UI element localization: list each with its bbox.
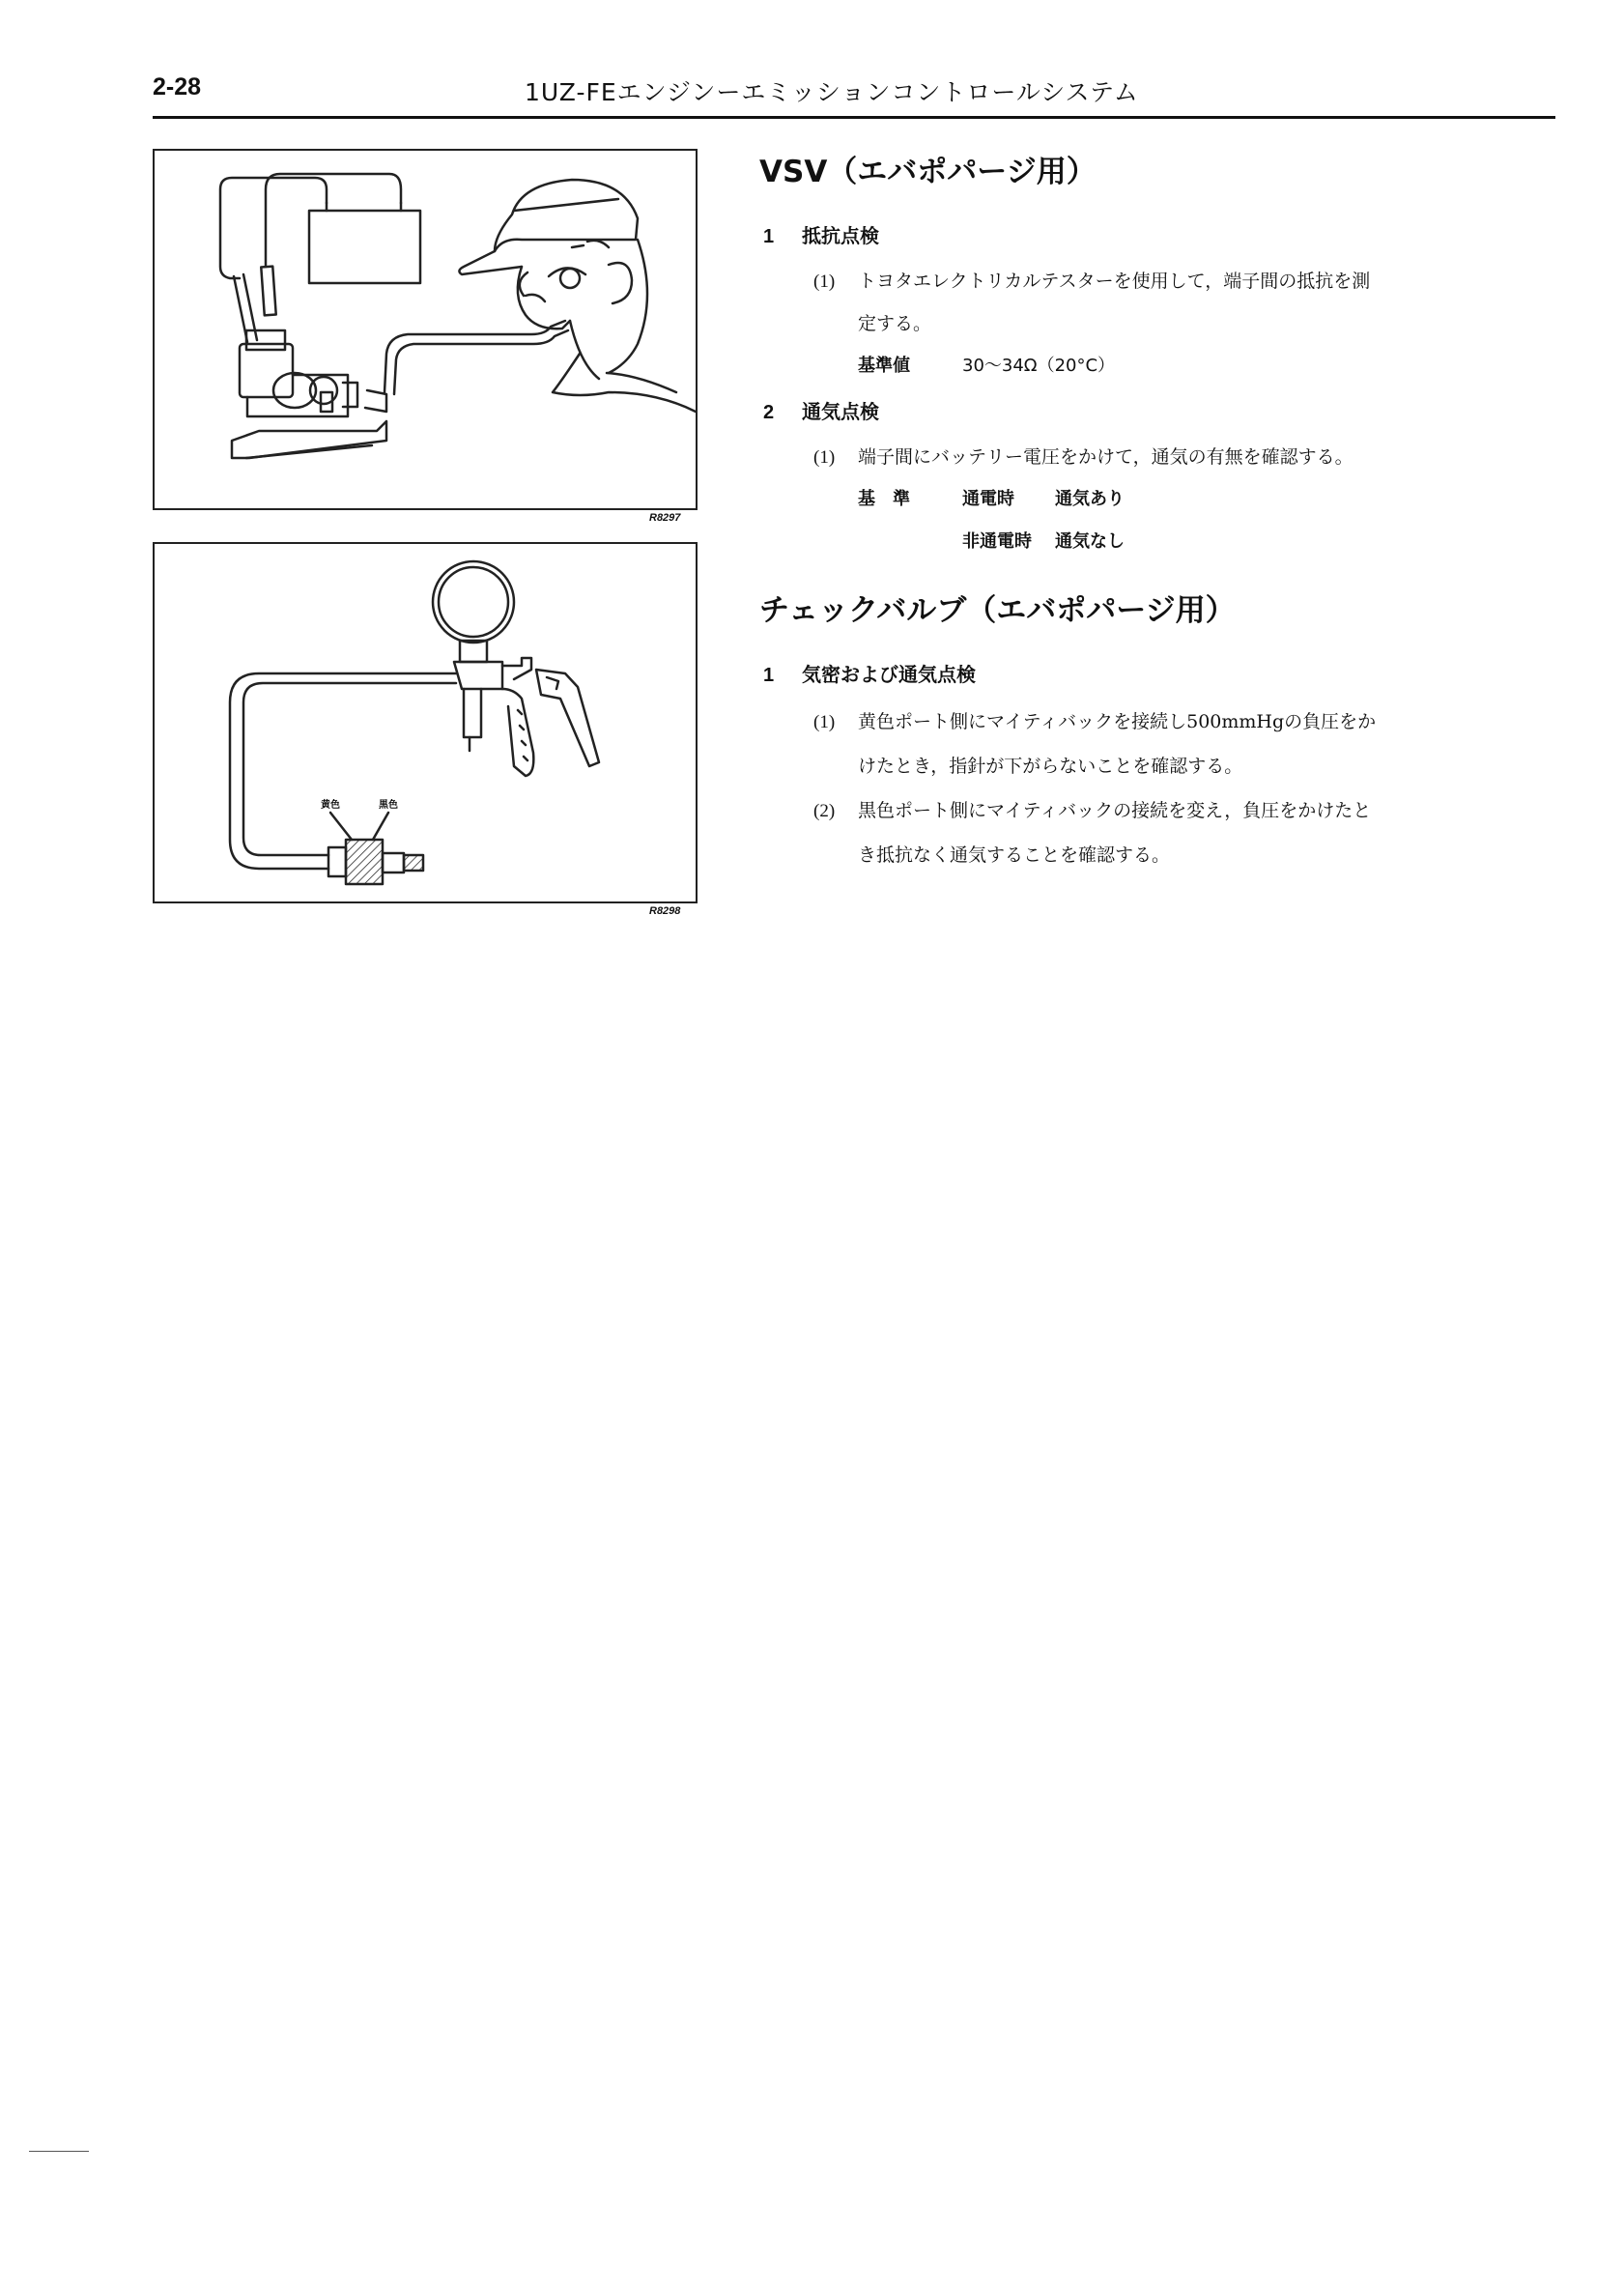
figure-check-valve-illustration bbox=[153, 542, 698, 903]
sub-text: 端子間にバッテリー電圧をかけて，通気の有無を確認する。 bbox=[858, 446, 1353, 468]
sub-text: トヨタエレクトリカルテスターを使用して，端子間の抵抗を測 bbox=[858, 271, 1371, 292]
result-energized: 通気あり bbox=[1055, 489, 1125, 509]
check-valve-step1-sub2 bbox=[813, 796, 1371, 822]
figure-vsv-illustration bbox=[153, 149, 698, 510]
check-valve-test-drawing bbox=[155, 544, 696, 901]
step-number: 1 bbox=[763, 665, 775, 686]
vsv-step2-heading bbox=[763, 396, 879, 424]
condition-not-energized: 非通電時 bbox=[962, 531, 1032, 552]
label-black-port: 黒色 bbox=[379, 800, 398, 811]
sub-text: 黄色ポート側にマイティバックを接続し500mmHgの負圧をか bbox=[858, 711, 1377, 732]
sub-number: (2) bbox=[813, 801, 836, 821]
figure-code-1: R8297 bbox=[649, 512, 681, 524]
step-title: 通気点検 bbox=[802, 400, 879, 423]
check-valve-icon bbox=[346, 840, 383, 884]
standard-label: 基準値 bbox=[858, 356, 910, 376]
chapter-title: 1UZ-FEエンジンーエミッションコントロールシステム bbox=[525, 78, 1139, 106]
vsv-step2-standard-row1 bbox=[858, 485, 1125, 510]
check-valve-step1-heading bbox=[763, 659, 976, 687]
check-valve-step1-sub1-cont: けたとき，指針が下がらないことを確認する。 bbox=[858, 756, 1243, 777]
sub-number: (1) bbox=[813, 712, 836, 732]
battery-icon bbox=[309, 211, 420, 283]
result-not-energized: 通気なし bbox=[1055, 531, 1125, 552]
step-title: 抵抗点検 bbox=[802, 224, 879, 247]
step-number: 2 bbox=[763, 402, 775, 423]
condition-energized: 通電時 bbox=[962, 489, 1014, 509]
vsv-step1-sub1 bbox=[813, 267, 1370, 293]
vsv-valve-icon bbox=[240, 344, 293, 397]
vsv-step1-standard bbox=[858, 352, 1115, 377]
check-valve-step1-sub1 bbox=[813, 707, 1376, 733]
step-title: 気密および通気点検 bbox=[802, 663, 976, 686]
scan-mark bbox=[29, 2151, 89, 2152]
figure-code-2: R8298 bbox=[649, 905, 681, 917]
vsv-step2-standard-row2 bbox=[962, 528, 1125, 553]
sub-number: (1) bbox=[813, 272, 836, 292]
vacuum-pump-handle bbox=[536, 670, 599, 766]
standard-label: 基 準 bbox=[858, 489, 910, 509]
standard-value: 30〜34Ω（20°C） bbox=[962, 356, 1116, 376]
section-title-check-valve: チェックバルブ（エバポパージ用） bbox=[759, 593, 1236, 628]
step-number: 1 bbox=[763, 226, 775, 247]
vsv-step1-sub1-cont: 定する。 bbox=[858, 313, 932, 334]
page-number: 2-28 bbox=[153, 73, 202, 100]
section-title-vsv: VSV（エバポパージ用） bbox=[759, 155, 1097, 189]
page-header bbox=[153, 72, 1555, 119]
vsv-test-drawing bbox=[155, 151, 696, 508]
vacuum-gauge-icon bbox=[433, 561, 514, 643]
sub-number: (1) bbox=[813, 447, 836, 468]
label-yellow-port: 黄色 bbox=[321, 800, 340, 811]
vsv-step1-heading bbox=[763, 220, 879, 248]
check-valve-step1-sub2-cont: き抵抗なく通気することを確認する。 bbox=[858, 844, 1171, 866]
sub-text: 黒色ポート側にマイティバックの接続を変え，負圧をかけたと bbox=[858, 800, 1372, 821]
vsv-step2-sub1 bbox=[813, 443, 1353, 469]
